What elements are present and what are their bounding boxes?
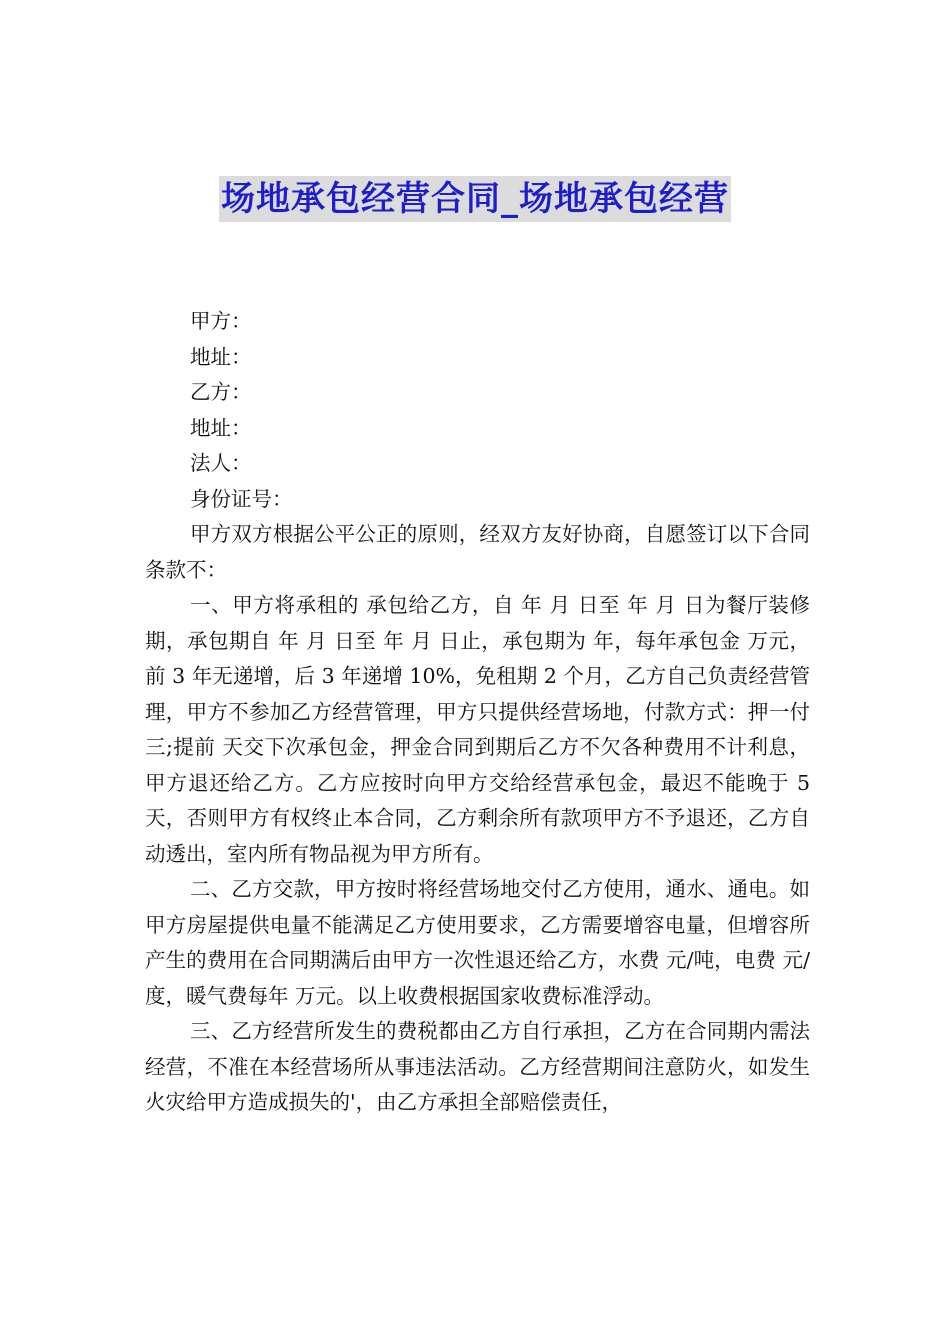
party-b-field: 乙方： [190,380,252,404]
preamble-paragraph: 甲方双方根据公平公正的原则，经双方友好协商，自愿签订以下合同条款不： [145,522,810,582]
clause-1-paragraph: 一、甲方将承租的 承包给乙方，自 年 月 日至 年 月 日为餐厅装修 期，承包期自 年 月 日至 年 月 日止，承包期为 年，每年承包金 万元，前 3 年无递增，后 3 年递增 10%，免租期 2 个月，乙方自己负责经营管理，甲方不参加乙方经营管理，甲方只提供经营场地，付款方式：押一付三;提前 天交下次承包金，押金合同到期后乙方不欠各种费用不计利息，甲方退还给乙方。乙方应按时向甲方交给经营承包金，最迟不能晚于 5 天，否则甲方有权终止本合同，乙方剩余所有款项甲方不予退还，乙方自动透出，室内所有物品视为甲方所有。 [145,593,810,866]
party-a-address-field: 地址： [190,344,252,369]
title-container [0,176,950,222]
document-body [145,304,810,1121]
clause-2-paragraph: 二、乙方交款，甲方按时将经营场地交付乙方使用，通水、通电。如甲方房屋提供电量不能满足乙方使用要求，乙方需要增容电量，但增容所产生的费用在合同期满后由甲方一次性退还给乙方，水费 元/吨，电费 元/度，暖气费每年 万元。以上收费根据国家收费标准浮动。 [145,877,810,1008]
legal-person-field: 法人： [190,451,252,475]
id-number-field: 身份证号： [190,486,293,511]
party-b-address-field: 地址： [190,415,252,440]
document-title: 场地承包经营合同_场地承包经营 [219,176,731,222]
clause-3-paragraph: 三、乙方经营所发生的费税都由乙方自行承担，乙方在合同期内需法经营，不准在本经营场所从事违法活动。乙方经营期间注意防火，如发生火灾给甲方造成损失的'，由乙方承担全部赔偿责任， [145,1019,810,1114]
party-a-field: 甲方： [190,309,252,333]
